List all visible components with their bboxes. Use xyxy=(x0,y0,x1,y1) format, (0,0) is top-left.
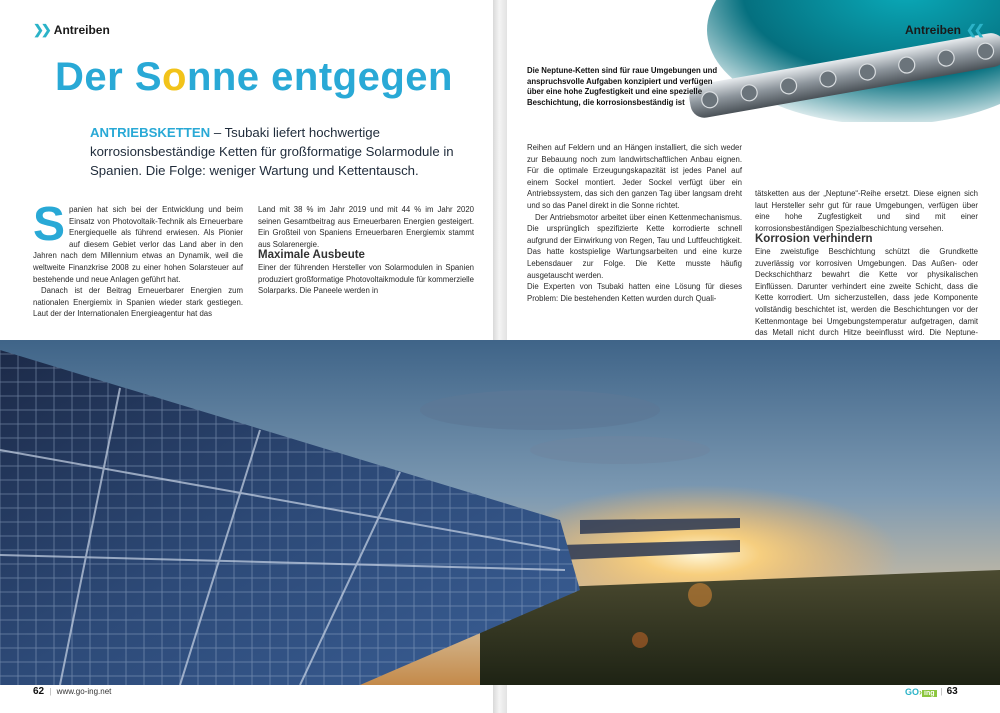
subhead-maximale-ausbeute: Maximale Ausbeute xyxy=(258,249,365,262)
subhead-korrosion-verhindern: Korrosion verhindern xyxy=(755,233,873,246)
logo-ing: ing xyxy=(924,689,935,697)
headline-sun-o: o xyxy=(162,55,187,99)
col3-paragraph-3: Die Experten von Tsubaki hatten eine Lösung für dieses Problem: Die bestehenden Ketten wurden durch Quali- xyxy=(527,282,742,303)
col4-paragraph-2: Eine zweistufige Beschichtung schützt die Grundkette zuverlässig vor korrosiven Umgebungen. Das Außen- oder Deckschichtharz bewahrt die Kette vor physikalischen Einflüssen. Darunter verhindert eine zweite Schicht, dass die Kette korrodiert. Um sicherzustellen, dass jede Komponente vollständig beschichtet ist, werden die Beschichtungen vor der Kettenmontage bei Umgebungstemperatur aufgetragen, damit das Metall nicht durch Hitze beeinflusst wird. Die Neptune- xyxy=(755,246,978,338)
section-tag-right xyxy=(905,22,982,38)
double-chevron-left-icon: ❮❮ xyxy=(966,22,982,37)
footer-logo: GO› ing xyxy=(905,686,935,697)
footer-right: GO› ing | 63 xyxy=(905,686,958,697)
lead-text: – Tsubaki liefert hochwertige korrosionsbeständige Ketten für großformatige Solarmodule in Spanien. Die Folge: weniger Wartung und Kettentausch. xyxy=(90,125,454,178)
headline-part-2: nne entgegen xyxy=(186,55,453,99)
text-column-2 xyxy=(258,204,474,297)
col2-paragraph-1: Land mit 38 % im Jahr 2019 und mit 44 % im Jahr 2020 seinen Gesamtbeitrag aus Erneuerbaren Energien gesteigert. Ein Großteil von Spaniens Erneuerbaren Energiemix stammt aus Solarenergie. xyxy=(258,205,474,249)
footer-site: www.go-ing.net xyxy=(56,687,112,696)
article-lead xyxy=(90,123,460,180)
col3-paragraph-1: Reihen auf Feldern und an Hängen installiert, die sich weder zur Bebauung noch zum landwirtschaftlichen Anbau eignen. Für die optimale Erzeugungskapazität ist jedes Panel auf einem Sockel montiert. Jeder Sockel verfügt über ein Antriebssystem, das sich den ganzen Tag über langsam dreht und so das Panel direkt in die Sonne richtet. xyxy=(527,143,742,210)
col3-paragraph-2: Der Antriebsmotor arbeitet über einen Kettenmechanismus. Die ursprünglich spezifizierte Kette korrodierte schnell aufgrund der Einwirkung von Regen, Tau und Luftfeuchtigkeit. Das hatte kostspielige Wartungsarbeiten und eine kurze Lebensdauer zur Folge. Die Kette musste häufig ausgetauscht werden. xyxy=(527,212,742,280)
footer-left: 62 | www.go-ing.net xyxy=(33,686,112,697)
photo-caption: Die Neptune-Ketten sind für raue Umgebungen und anspruchsvolle Aufgaben konzipiert und verfügen über eine hohe Zugfestigkeit und eine spezielle Beschichtung, die korrosionsbeständig ist xyxy=(527,66,718,107)
article-headline xyxy=(55,55,453,100)
col1-paragraph-2: Danach ist der Beitrag Erneuerbarer Energien zum nationalen Energiemix in Spanien wieder stark gestiegen. Laut der der Internationalen Energieagentur hat das xyxy=(33,286,243,319)
col1-paragraph-1: panien hat sich bei der Entwicklung und beim Einsatz von Photovoltaik-Technik als Erneuerbare Energiequelle als führend erwiesen. Als Pionier auf diesem Gebiet verlor das Land aber in den Jahren nach dem Millennium etwas an Dynamik, weil die weltweite Finanzkrise 2008 zu einer hohen Solarsteuer auf bestehende und neue Anlagen geführt hat. xyxy=(33,205,243,284)
double-chevron-right-icon: ❯❯ xyxy=(33,22,49,37)
lead-kicker: ANTRIEBSKETTEN xyxy=(90,125,211,140)
solar-field-photo xyxy=(0,340,1000,685)
drop-cap: S xyxy=(33,198,66,251)
col2-paragraph-2: Einer der führenden Hersteller von Solarmodulen in Spanien produziert großformatige Photovoltaikmodule für kommerzielle Solarparks. Die Paneele werden in xyxy=(258,262,474,296)
section-label: Antreiben xyxy=(53,23,110,37)
page-number-left: 62 xyxy=(33,686,45,697)
section-tag-left xyxy=(33,22,110,38)
section-label-right: Antreiben xyxy=(905,23,962,37)
headline-part-1: Der S xyxy=(55,55,162,99)
text-column-3 xyxy=(527,142,742,304)
logo-go: GO xyxy=(905,686,920,697)
col4-paragraph-1: tätsketten aus der „Neptune“-Reihe ersetzt. Diese eignen sich laut Hersteller sehr gut für raue Umgebungen, verfügen über eine hohe Zugfestigkeit und sind mit einer korrosionsbeständigen Spezialbeschichtung versehen. xyxy=(755,189,978,233)
text-column-1 xyxy=(33,198,243,320)
page-number-right: 63 xyxy=(946,686,958,697)
